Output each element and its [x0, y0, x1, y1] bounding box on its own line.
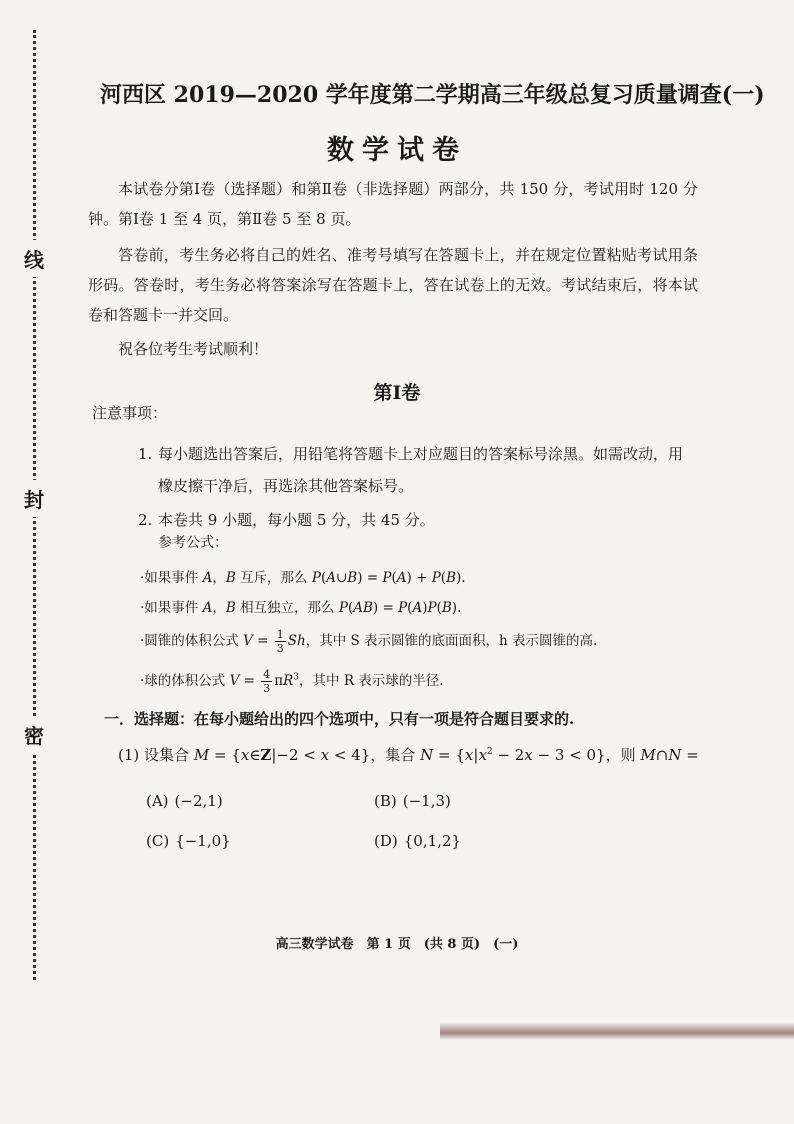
exam-title: 河西区 2019—2020 学年度第二学期高三年级总复习质量调查(一)	[100, 82, 765, 108]
formula-1-prefix: ·如果事件	[140, 570, 199, 586]
option-a-label: (A)	[146, 792, 169, 810]
scan-edge-shadow	[440, 1022, 794, 1040]
subject-title: 数学试卷	[327, 135, 467, 166]
formula-4-prefix: ·球的体积公式	[140, 673, 226, 689]
note-2-text: 本卷共 9 小题，每小题 5 分，共 45 分。	[158, 511, 435, 529]
binding-char-mi: 密	[22, 716, 46, 753]
option-a-value: (−2,1)	[174, 792, 223, 810]
option-d-value: {0,1,2}	[403, 832, 461, 850]
binding-char-xian: 线	[22, 240, 46, 277]
question-1-text-a: 设集合	[144, 746, 190, 764]
note-1-line-1: 每小题选出答案后，用铅笔将答题卡上对应题目的答案标号涂黑。如需改动，用	[158, 445, 684, 463]
formula-exclusive-events: ·如果事件 A，B 互斥，那么 P(A∪B) = P(A) + P(B).	[140, 570, 466, 586]
formula-2-middle: 相互独立，那么	[240, 600, 335, 616]
formula-2-prefix: ·如果事件	[140, 600, 199, 616]
page-footer: 高三数学试卷 第 1 页 (共 8 页) (一)	[275, 937, 519, 952]
note-1-number: 1.	[138, 445, 153, 463]
formula-3-suffix: ，其中 S 表示圆锥的底面面积，h 表示圆锥的高.	[305, 633, 598, 649]
reference-formulas-label: 参考公式：	[158, 535, 228, 551]
option-a[interactable]	[146, 792, 223, 810]
note-item-1	[138, 438, 693, 502]
formula-cone-volume: ·圆锥的体积公式 V = $\frac{1}{3}$ Sh，其中 S 表示圆锥的底面面积，h 表示圆锥的高.	[140, 628, 598, 655]
question-1-text-c: ，则	[605, 746, 636, 764]
option-c-value: {−1,0}	[175, 832, 231, 850]
binding-char-feng: 封	[22, 480, 46, 517]
question-1-stem: (1) 设集合 M = {x∈Z|−2 < x < 4}，集合 $N = \{x|x^2 - 2x - 3 < 0\}$，则 M∩N =	[118, 746, 699, 764]
note-1-line-2: 橡皮擦干净后，再选涂其他答案标号。	[158, 477, 414, 495]
question-1-text-b: ，集合	[370, 746, 416, 764]
option-b-value: (−1,3)	[402, 792, 451, 810]
option-d[interactable]	[374, 832, 461, 850]
part-one-heading: 一．选择题：在每小题给出的四个选项中，只有一项是符合题目要求的.	[104, 710, 575, 728]
formula-sphere-volume: ·球的体积公式 V = $\frac{4}{3}$ $\pi R^3$，其中 R 表示球的半径.	[140, 668, 444, 695]
formula-3-prefix: ·圆锥的体积公式	[140, 633, 239, 649]
formula-1-middle: 互斥，那么	[240, 570, 308, 586]
option-b-label: (B)	[374, 792, 397, 810]
intro-paragraph-3: 祝各位考生考试顺利！	[118, 340, 269, 358]
intro-paragraph-1: 本试卷分第Ⅰ卷（选择题）和第Ⅱ卷（非选择题）两部分，共 150 分，考试用时 120 分钟。第Ⅰ卷 1 至 4 页，第Ⅱ卷 5 至 8 页。	[88, 180, 698, 228]
notes-title: 注意事项：	[92, 404, 168, 422]
option-c[interactable]	[146, 832, 231, 850]
option-c-label: (C)	[146, 832, 170, 850]
intro-paragraph-2: 答卷前，考生务必将自己的姓名、准考号填写在答题卡上，并在规定位置粘贴考试用条形码。答卷时，考生务必将答案涂写在答题卡上，答在试卷上的无效。考试结束后，将本试卷和答题卡一并交回。	[88, 246, 698, 324]
formula-independent-events: ·如果事件 A，B 相互独立，那么 P(AB) = P(A)P(B).	[140, 600, 462, 616]
formula-4-suffix: ，其中 R 表示球的半径.	[299, 673, 444, 689]
question-1-number: (1)	[118, 746, 140, 764]
section-title: 第Ⅰ卷	[373, 382, 421, 404]
option-b[interactable]	[374, 792, 451, 810]
note-2-number: 2.	[138, 511, 153, 529]
option-d-label: (D)	[374, 832, 398, 850]
